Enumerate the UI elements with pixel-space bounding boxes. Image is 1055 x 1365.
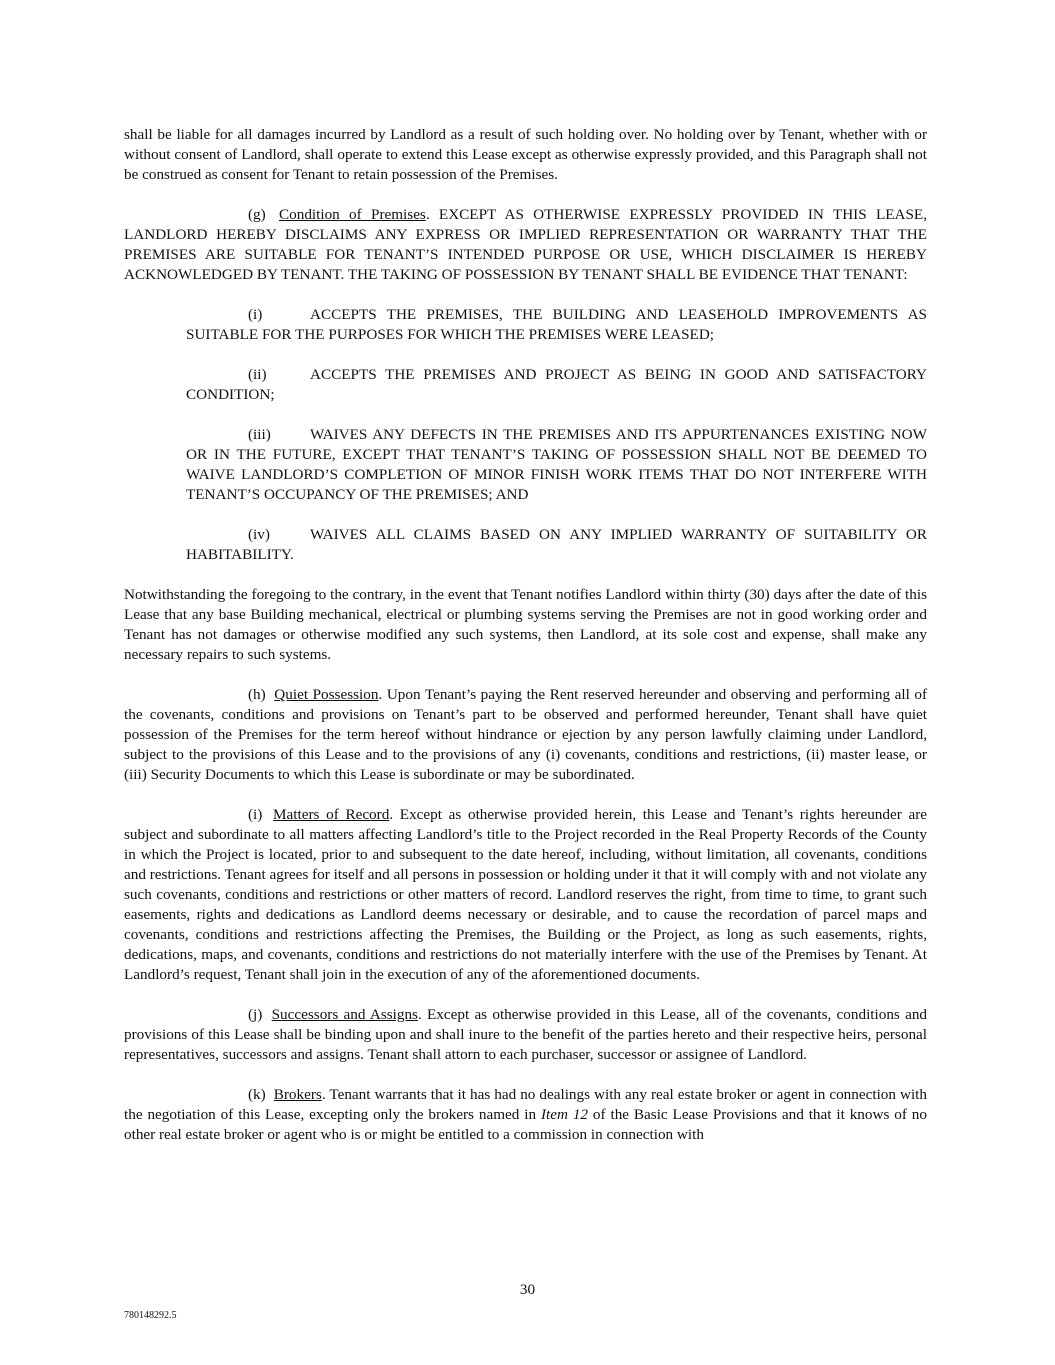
section-text: . Upon Tenant’s paying the Rent reserved hereunder and observing and performing all of the covenants, conditions and provisions on Tenant’s part to be observed and performed hereunder, Tenant shall have quiet possession of the Premises for the term hereof without hindrance or ejection by any person lawfully claiming under Landlord, subject to the provisions of this Lease and to the provisions of any (i) covenants, conditions and restrictions, (ii) master lease, or (iii) Security Documents to which this Lease is subordinate or may be subordinated. bbox=[124, 686, 928, 783]
section-label: (h) bbox=[248, 686, 266, 703]
list-item-text: ACCEPTS THE PREMISES AND PROJECT AS BEING IN GOOD AND SATISFACTORY CONDITION; bbox=[186, 366, 927, 403]
section-h-quiet-possession bbox=[124, 685, 927, 785]
section-text: . Except as otherwise provided herein, this Lease and Tenant’s rights hereunder are subject and subordinate to all matters affecting Landlord’s title to the Project recorded in the Real Property Records of the County in which the Project is located, prior to and subsequent to the date hereof, including, without limitation, all covenants, conditions and restrictions. Tenant agrees for itself and all persons in possession or holding under it that it will comply with and not violate any such covenants, conditions and restrictions or other matters of record. Landlord reserves the right, from time to time, to grant such easements, rights and dedications as Landlord deems necessary or desirable, and to cause the recordation of parcel maps and covenants, conditions and restrictions affecting the Premises, the Building or the Project, as long as such easements, rights, dedications, maps, and covenants, conditions and restrictions do not materially interfere with the use of the Premises by Tenant. At Landlord’s request, Tenant shall join in the execution of any of the aforementioned documents. bbox=[124, 806, 928, 983]
list-item-ii bbox=[186, 365, 927, 405]
section-title: Condition of Premises bbox=[279, 206, 426, 223]
list-item-number: (i) bbox=[248, 306, 263, 323]
section-g-condition-of-premises bbox=[124, 205, 927, 285]
paragraph-notwithstanding: Notwithstanding the foregoing to the contrary, in the event that Tenant notifies Landlord within thirty (30) days after the date of this Lease that any base Building mechanical, electrical or plumbing systems serving the Premises are not in good working order and Tenant has not damages or otherwise modified any such systems, then Landlord, at its sole cost and expense, shall make any necessary repairs to such systems. bbox=[124, 586, 927, 663]
section-title: Quiet Possession bbox=[274, 686, 379, 703]
list-item-iii bbox=[186, 425, 927, 505]
list-item-text: ACCEPTS THE PREMISES, THE BUILDING AND LEASEHOLD IMPROVEMENTS AS SUITABLE FOR THE PURPOSES FOR WHICH THE PREMISES WERE LEASED; bbox=[186, 306, 927, 343]
section-title: Brokers bbox=[273, 1086, 322, 1103]
list-item-text: WAIVES ANY DEFECTS IN THE PREMISES AND ITS APPURTENANCES EXISTING NOW OR IN THE FUTURE, EXCEPT THAT TENANT’S TAKING OF POSSESSION SHALL NOT BE DEEMED TO WAIVE LANDLORD’S COMPLETION OF MINOR FINISH WORK ITEMS THAT DO NOT INTERFERE WITH TENANT’S OCCUPANCY OF THE PREMISES; AND bbox=[186, 426, 927, 503]
item-reference: Item 12 bbox=[540, 1106, 589, 1123]
section-label: (g) bbox=[248, 206, 266, 223]
section-title: Matters of Record bbox=[273, 806, 390, 823]
paragraph-holding-over-continuation: shall be liable for all damages incurred by Landlord as a result of such holding over. No holding over by Tenant, whether with or without consent of Landlord, shall operate to extend this Lease except as otherwise expressly provided, and this Paragraph shall not be construed as consent for Tenant to retain possession of the Premises. bbox=[124, 126, 927, 183]
section-k-brokers bbox=[124, 1085, 927, 1145]
section-label: (i) bbox=[248, 806, 263, 823]
section-label: (j) bbox=[248, 1006, 263, 1023]
section-text: . EXCEPT AS OTHERWISE EXPRESSLY PROVIDED IN THIS LEASE, LANDLORD HEREBY DISCLAIMS ANY EXPRESS OR IMPLIED REPRESENTATION OR WARRANTY THAT THE PREMISES ARE SUITABLE FOR TENANT’S INTENDED PURPOSE OR USE, WHICH DISCLAIMER IS HEREBY ACKNOWLEDGED BY TENANT. THE TAKING OF POSSESSION BY TENANT SHALL BE EVIDENCE THAT TENANT: bbox=[124, 206, 927, 283]
document-id: 780148292.5 bbox=[124, 1310, 177, 1321]
section-text-continued: of the Basic Lease Provisions and that it knows of no other real estate broker or agent who is or might be entitled to a commission in connection with bbox=[124, 1106, 927, 1143]
page-number: 30 bbox=[519, 1281, 536, 1298]
section-j-successors-and-assigns bbox=[124, 1005, 927, 1065]
list-item-i bbox=[186, 305, 927, 345]
section-text: . Tenant warrants that it has had no dealings with any real estate broker or agent in connection with the negotiation of this Lease, excepting only the brokers named in bbox=[124, 1086, 927, 1123]
list-item-iv bbox=[186, 525, 927, 565]
list-item-number: (iii) bbox=[248, 426, 271, 443]
list-item-number: (iv) bbox=[248, 526, 270, 543]
section-text: . Except as otherwise provided in this Lease, all of the covenants, conditions and provisions of this Lease shall be binding upon and shall inure to the benefit of the parties hereto and their respective heirs, personal representatives, successors and assigns. Tenant shall attorn to each purchaser, successor or assignee of Landlord. bbox=[124, 1006, 928, 1063]
section-label: (k) bbox=[248, 1086, 266, 1103]
section-i-matters-of-record bbox=[124, 805, 927, 985]
section-title: Successors and Assigns bbox=[271, 1006, 418, 1023]
list-item-text: WAIVES ALL CLAIMS BASED ON ANY IMPLIED WARRANTY OF SUITABILITY OR HABITABILITY. bbox=[186, 526, 927, 563]
list-item-number: (ii) bbox=[248, 366, 267, 383]
document-page bbox=[124, 125, 927, 1145]
